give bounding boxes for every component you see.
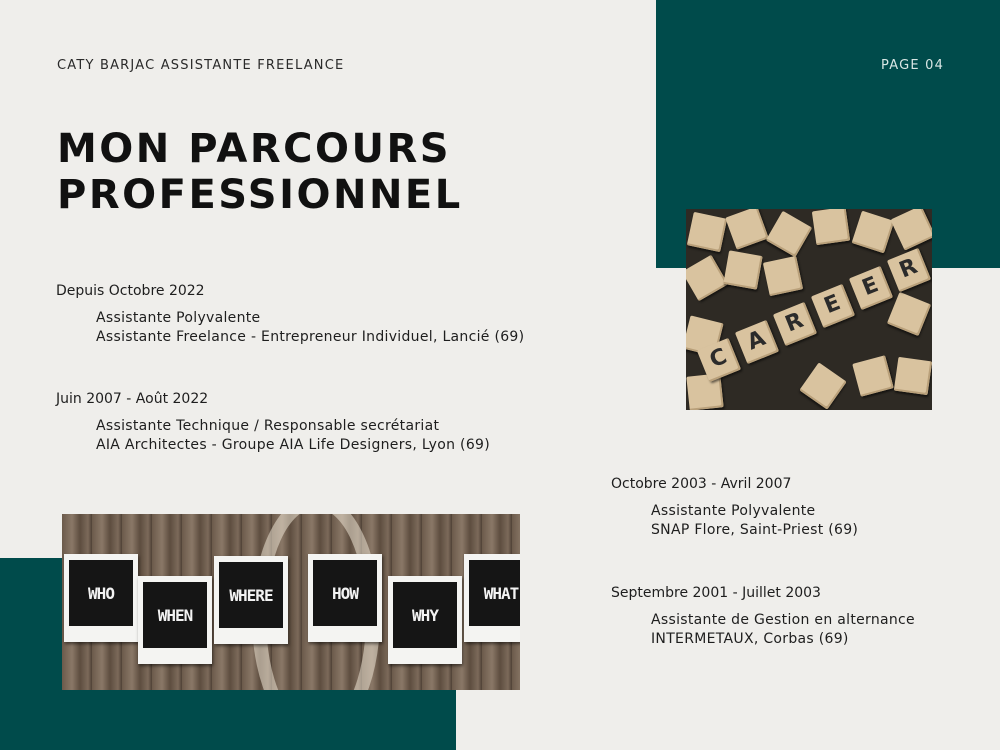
entry-role: Assistante de Gestion en alternance <box>651 612 915 628</box>
background-tile <box>852 355 894 397</box>
question-words-image <box>62 514 520 690</box>
page-number: PAGE 04 <box>881 58 945 73</box>
polaroid-card: WHY <box>388 576 462 664</box>
polaroid-card: WHEN <box>138 576 212 664</box>
background-tile <box>686 255 728 301</box>
title-line-1: MON PARCOURS <box>57 126 452 172</box>
letter-tile: E <box>849 266 893 310</box>
entry-date: Juin 2007 - Août 2022 <box>56 391 209 407</box>
entry-company: INTERMETAUX, Corbas (69) <box>651 631 849 647</box>
background-tile <box>812 209 850 245</box>
page-title <box>57 126 617 218</box>
background-tile <box>766 211 812 257</box>
letter-tile: R <box>773 302 817 346</box>
polaroid-card: WHAT <box>464 554 520 642</box>
background-tile <box>852 211 895 254</box>
background-tile <box>725 209 769 250</box>
letter-tile: R <box>887 248 931 292</box>
background-tile <box>890 209 932 251</box>
career-entry <box>611 585 915 649</box>
background-tile <box>686 373 723 410</box>
entry-role: Assistante Technique / Responsable secrétariat <box>96 418 440 434</box>
entry-company: AIA Architectes - Groupe AIA Life Designers, Lyon (69) <box>96 437 490 453</box>
background-tile <box>723 250 762 289</box>
background-tile <box>799 362 846 409</box>
entry-company: Assistante Freelance - Entrepreneur Individuel, Lancié (69) <box>96 329 525 345</box>
letter-tile: A <box>735 320 779 364</box>
career-entry <box>611 476 858 540</box>
entry-date: Octobre 2003 - Avril 2007 <box>611 476 792 492</box>
career-entry <box>56 283 524 347</box>
background-tile <box>687 212 727 252</box>
letter-tile: C <box>697 338 741 382</box>
career-entry <box>56 391 490 455</box>
entry-role: Assistante Polyvalente <box>651 503 816 519</box>
title-line-2: PROFESSIONNEL <box>57 172 463 218</box>
entry-role: Assistante Polyvalente <box>96 310 261 326</box>
polaroid-card: WHERE <box>214 556 288 644</box>
polaroid-card: WHO <box>64 554 138 642</box>
author-header: CATY BARJAC ASSISTANTE FREELANCE <box>57 58 345 73</box>
entry-company: SNAP Flore, Saint-Priest (69) <box>651 522 859 538</box>
entry-date: Septembre 2001 - Juillet 2003 <box>611 585 821 601</box>
background-tile <box>894 357 932 395</box>
entry-date: Depuis Octobre 2022 <box>56 283 205 299</box>
background-tile <box>887 292 931 336</box>
background-tile <box>763 256 803 296</box>
polaroid-card: HOW <box>308 554 382 642</box>
career-tiles-image <box>686 209 932 410</box>
letter-tile: E <box>811 284 855 328</box>
